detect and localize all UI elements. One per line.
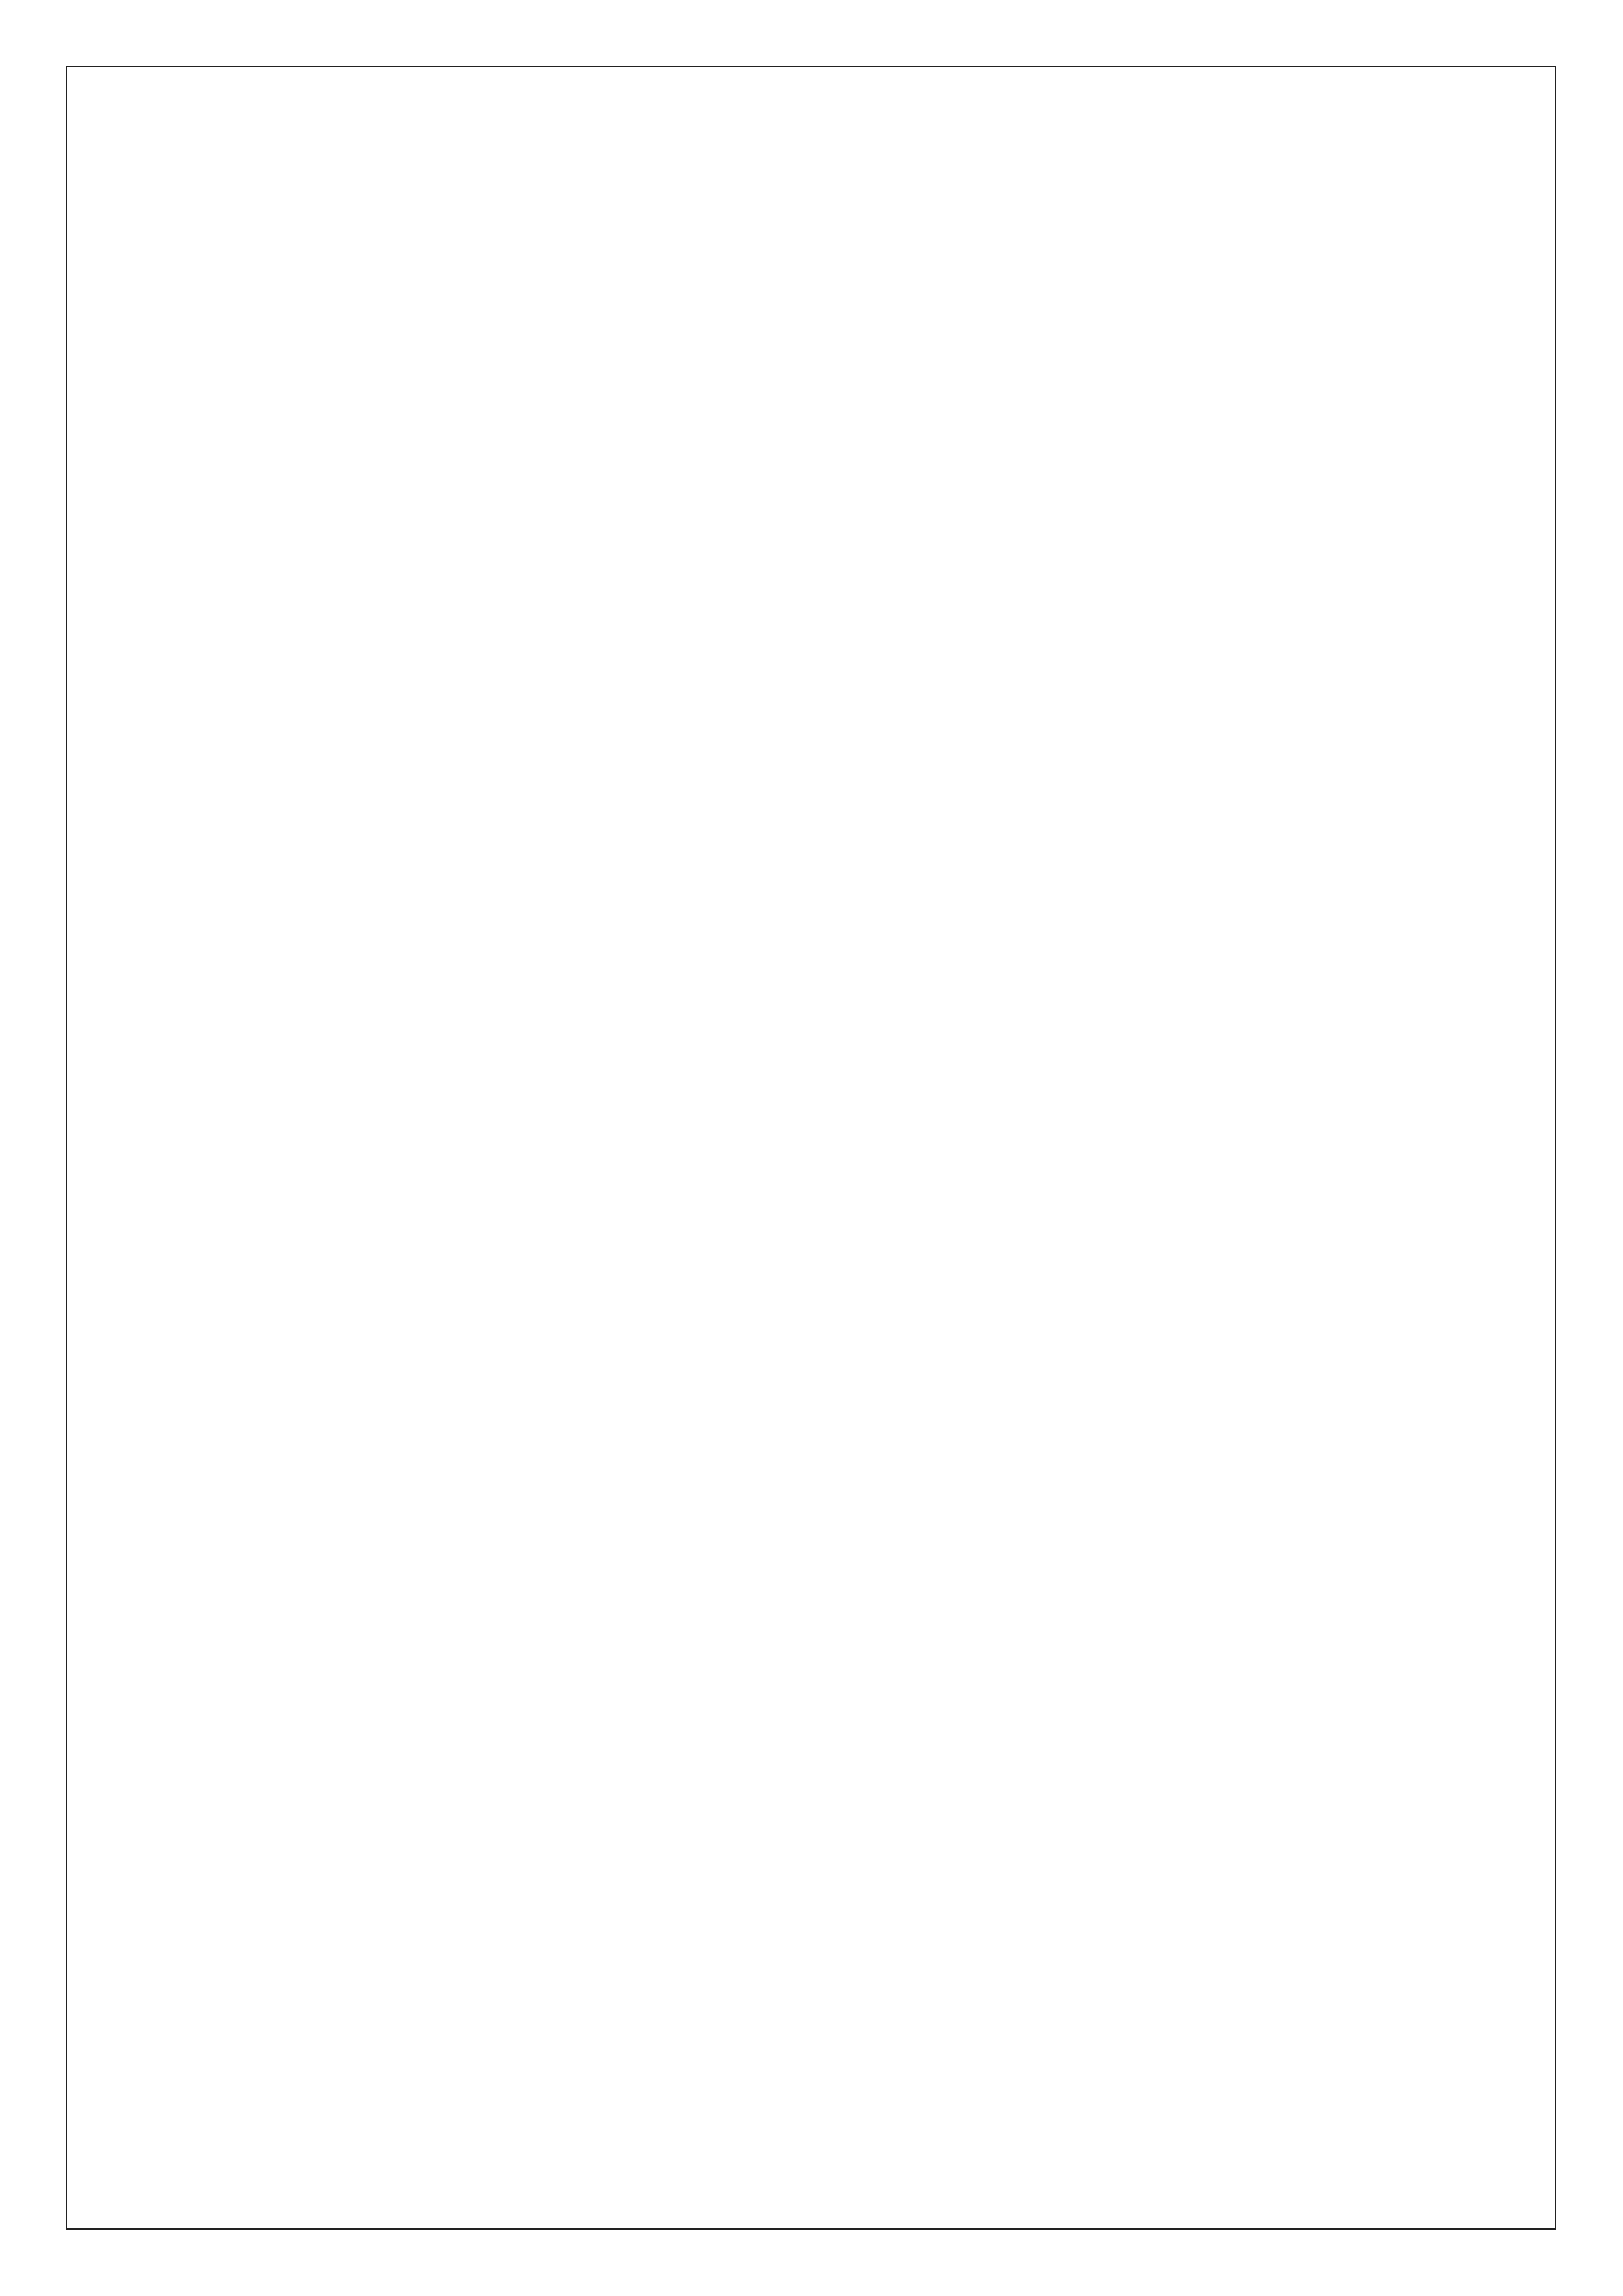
page-border xyxy=(66,66,1556,2230)
